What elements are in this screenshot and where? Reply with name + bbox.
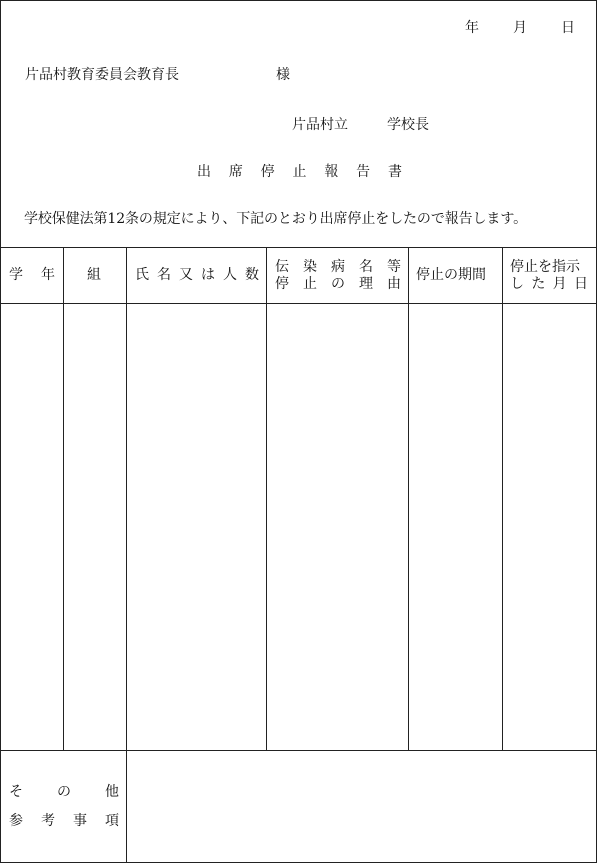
cell-grade-input[interactable] [1, 304, 63, 750]
other-label-line2 [9, 814, 119, 828]
header-name [135, 268, 259, 282]
char: 席 [228, 164, 243, 180]
statement: 学校保健法第12条の規定により、下記のとおり出席停止をしたので報告します。 [24, 211, 527, 227]
school-prefix: 片品村立 [292, 117, 348, 133]
char: は [201, 267, 215, 283]
char: 停 [275, 276, 289, 292]
char: 染 [303, 259, 317, 275]
char: 停 [260, 164, 275, 180]
school-suffix: 学校長 [387, 117, 429, 133]
char: 告 [356, 164, 371, 180]
day-label: 日 [561, 20, 575, 36]
char: 他 [105, 784, 119, 800]
header-directed-line1: 停止を指示 [510, 259, 580, 275]
document-title [197, 165, 402, 179]
char: 止 [303, 276, 317, 292]
cell-disease-input[interactable] [267, 304, 408, 750]
char: 数 [245, 267, 259, 283]
header-directed-line2 [510, 277, 588, 291]
char: 事 [73, 813, 87, 829]
char: 名 [359, 259, 373, 275]
honorific: 様 [276, 67, 290, 83]
char: 等 [387, 259, 401, 275]
header-grade [9, 268, 55, 282]
char: の [331, 276, 345, 292]
char: 止 [292, 164, 307, 180]
cell-class-input[interactable] [64, 304, 126, 750]
header-class: 組 [87, 267, 101, 283]
char: 学 [9, 267, 23, 283]
other-notes-input[interactable] [127, 751, 596, 861]
char: し [510, 276, 524, 292]
char: 考 [41, 813, 55, 829]
cell-name-input[interactable] [127, 304, 266, 750]
recipient: 片品村教育委員会教育長 [25, 67, 179, 83]
cell-period-input[interactable] [409, 304, 502, 750]
month-label: 月 [513, 20, 527, 36]
char: 出 [197, 164, 211, 180]
char: 由 [387, 276, 401, 292]
char: 又 [179, 267, 193, 283]
char: 氏 [135, 267, 149, 283]
char: 報 [324, 164, 339, 180]
char: た [531, 276, 546, 292]
char: 月 [552, 276, 567, 292]
other-label-line1 [9, 785, 119, 799]
char: 理 [359, 276, 373, 292]
char: 書 [387, 164, 402, 180]
char: 伝 [275, 259, 289, 275]
char: 日 [573, 276, 588, 292]
char: そ [9, 784, 23, 800]
char: 人 [223, 267, 237, 283]
char: 参 [9, 813, 23, 829]
year-label: 年 [465, 20, 479, 36]
char: 項 [105, 813, 119, 829]
table-top-line [0, 247, 597, 248]
header-period: 停止の期間 [416, 267, 486, 283]
cell-directed-input[interactable] [503, 304, 596, 750]
char: 名 [157, 267, 171, 283]
char: 年 [41, 267, 55, 283]
char: 病 [331, 259, 345, 275]
header-disease-line2 [275, 277, 401, 291]
char: の [57, 784, 71, 800]
header-disease-line1 [275, 260, 401, 274]
